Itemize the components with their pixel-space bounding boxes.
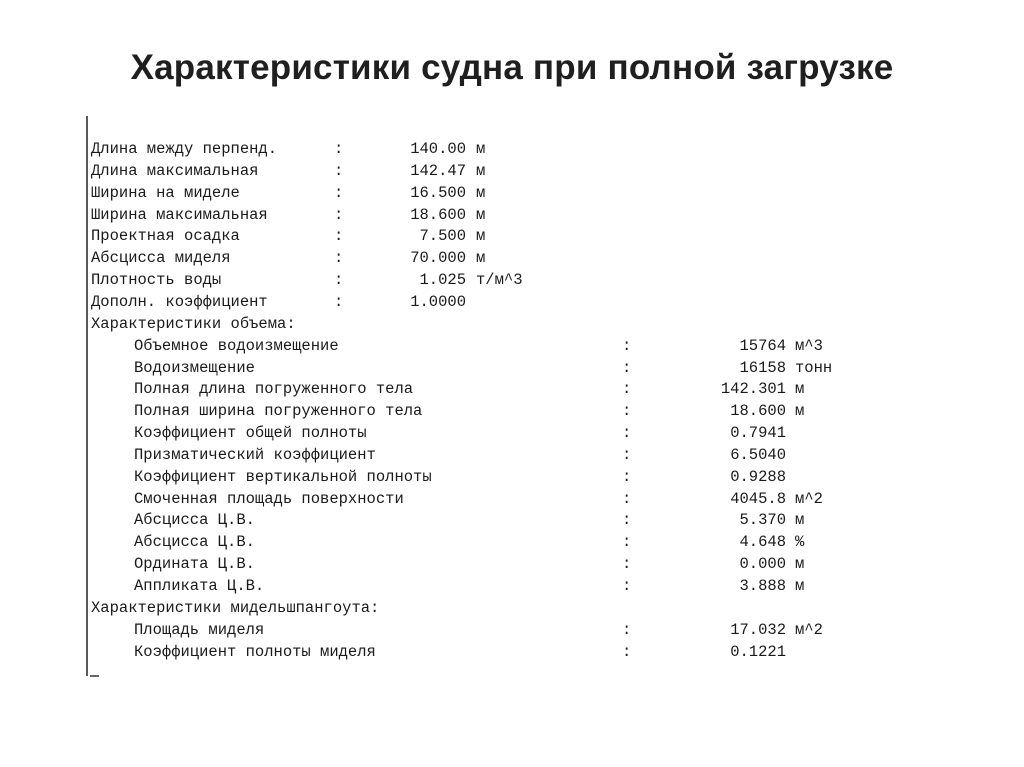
row-separator: : [622, 358, 632, 377]
row-label: Абсцисса Ц.В. [134, 533, 255, 552]
row-separator: : [622, 555, 632, 574]
volume-row [0, 444, 1024, 466]
row-value: 0.7941 [730, 424, 786, 443]
param-row [0, 160, 1024, 182]
row-separator: : [622, 445, 632, 464]
volume-row [0, 488, 1024, 510]
param-row [0, 247, 1024, 269]
param-row [0, 269, 1024, 291]
param-label: Проектная осадка [91, 227, 240, 246]
row-separator: : [622, 380, 632, 399]
volume-row [0, 466, 1024, 488]
param-unit: м [476, 249, 486, 268]
param-unit: м [476, 161, 486, 180]
volume-row [0, 357, 1024, 379]
row-value: 6.5040 [730, 445, 786, 464]
midship-row [0, 619, 1024, 641]
section-heading-volume-text: Характеристики объема: [91, 314, 296, 333]
row-value: 0.1221 [730, 642, 786, 661]
row-unit: % [795, 533, 805, 552]
row-label: Призматический коэффициент [134, 445, 376, 464]
row-value: 15764 [739, 336, 786, 355]
row-value: 18.600 [730, 402, 786, 421]
param-label: Плотность воды [91, 271, 222, 290]
midship-row [0, 641, 1024, 663]
row-label: Ордината Ц.В. [134, 555, 255, 574]
param-value: 70.000 [410, 249, 466, 268]
row-unit: м [795, 577, 805, 595]
param-value: 1.025 [419, 271, 466, 290]
param-label: Ширина максимальная [91, 205, 268, 224]
row-value: 4.648 [739, 533, 786, 552]
row-separator: : [622, 489, 632, 508]
param-separator: : [334, 161, 344, 180]
volume-row [0, 422, 1024, 444]
row-label: Смоченная площадь поверхности [134, 489, 404, 508]
row-separator: : [622, 402, 632, 421]
slide-title: Характеристики судна при полной загрузке [130, 48, 894, 87]
param-unit: м [476, 140, 486, 158]
volume-row [0, 400, 1024, 422]
param-separator: : [334, 249, 344, 268]
param-label: Абсцисса миделя [91, 249, 231, 268]
param-value: 18.600 [410, 205, 466, 224]
volume-row [0, 509, 1024, 531]
volume-row [0, 553, 1024, 575]
param-row [0, 138, 1024, 160]
param-row [0, 182, 1024, 204]
section-heading-volume [0, 313, 1024, 335]
row-label: Коэффициент вертикальной полноты [134, 467, 432, 486]
row-value: 142.301 [720, 380, 786, 399]
row-label: Водоизмещение [134, 358, 255, 377]
param-separator: : [334, 271, 344, 290]
param-unit: м [476, 227, 486, 246]
row-unit: тонн [795, 358, 833, 377]
row-separator: : [622, 642, 632, 661]
param-label: Длина максимальная [91, 161, 259, 180]
param-row [0, 291, 1024, 313]
param-separator: : [334, 140, 344, 158]
row-label: Объемное водоизмещение [134, 336, 339, 355]
param-value: 16.500 [410, 183, 466, 202]
volume-row [0, 575, 1024, 597]
param-value: 142.47 [410, 161, 466, 180]
row-value: 16158 [739, 358, 786, 377]
row-label: Абсцисса Ц.В. [134, 511, 255, 530]
param-label: Длина между перпенд. [91, 140, 278, 158]
param-separator: : [334, 292, 344, 311]
section-heading-midship [0, 597, 1024, 619]
volume-row [0, 335, 1024, 357]
row-unit: м^2 [795, 620, 823, 639]
param-separator: : [334, 205, 344, 224]
param-row [0, 204, 1024, 226]
row-label: Коэффициент полноты миделя [134, 642, 376, 661]
row-separator: : [622, 467, 632, 486]
row-label: Полная ширина погруженного тела [134, 402, 423, 421]
row-unit: м [795, 380, 805, 399]
param-unit: м [476, 183, 486, 202]
param-separator: : [334, 227, 344, 246]
param-row [0, 225, 1024, 247]
param-value: 140.00 [410, 140, 466, 158]
row-value: 0.000 [739, 555, 786, 574]
param-label: Дополн. коэффициент [91, 292, 268, 311]
row-separator: : [622, 620, 632, 639]
row-label: Полная длина погруженного тела [134, 380, 414, 399]
row-unit: м^2 [795, 489, 823, 508]
row-value: 17.032 [730, 620, 786, 639]
row-unit: м^3 [795, 336, 823, 355]
row-label: Аппликата Ц.В. [134, 577, 265, 595]
row-unit: м [795, 402, 805, 421]
volume-row [0, 531, 1024, 553]
row-label: Площадь миделя [134, 620, 265, 639]
row-separator: : [622, 533, 632, 552]
row-value: 0.9288 [730, 467, 786, 486]
row-label: Коэффициент общей полноты [134, 424, 367, 443]
row-separator: : [622, 577, 632, 595]
param-label: Ширина на миделе [91, 183, 240, 202]
row-separator: : [622, 336, 632, 355]
param-value: 7.500 [419, 227, 466, 246]
param-separator: : [334, 183, 344, 202]
row-value: 4045.8 [730, 489, 786, 508]
row-unit: м [795, 511, 805, 530]
section-heading-midship-text: Характеристики мидельшпангоута: [91, 598, 380, 617]
row-value: 5.370 [739, 511, 786, 530]
volume-row [0, 378, 1024, 400]
param-unit: м [476, 205, 486, 224]
row-separator: : [622, 511, 632, 530]
param-value: 1.0000 [410, 292, 466, 311]
row-separator: : [622, 424, 632, 443]
row-unit: м [795, 555, 805, 574]
param-unit: т/м^3 [476, 271, 523, 290]
row-value: 3.888 [739, 577, 786, 595]
